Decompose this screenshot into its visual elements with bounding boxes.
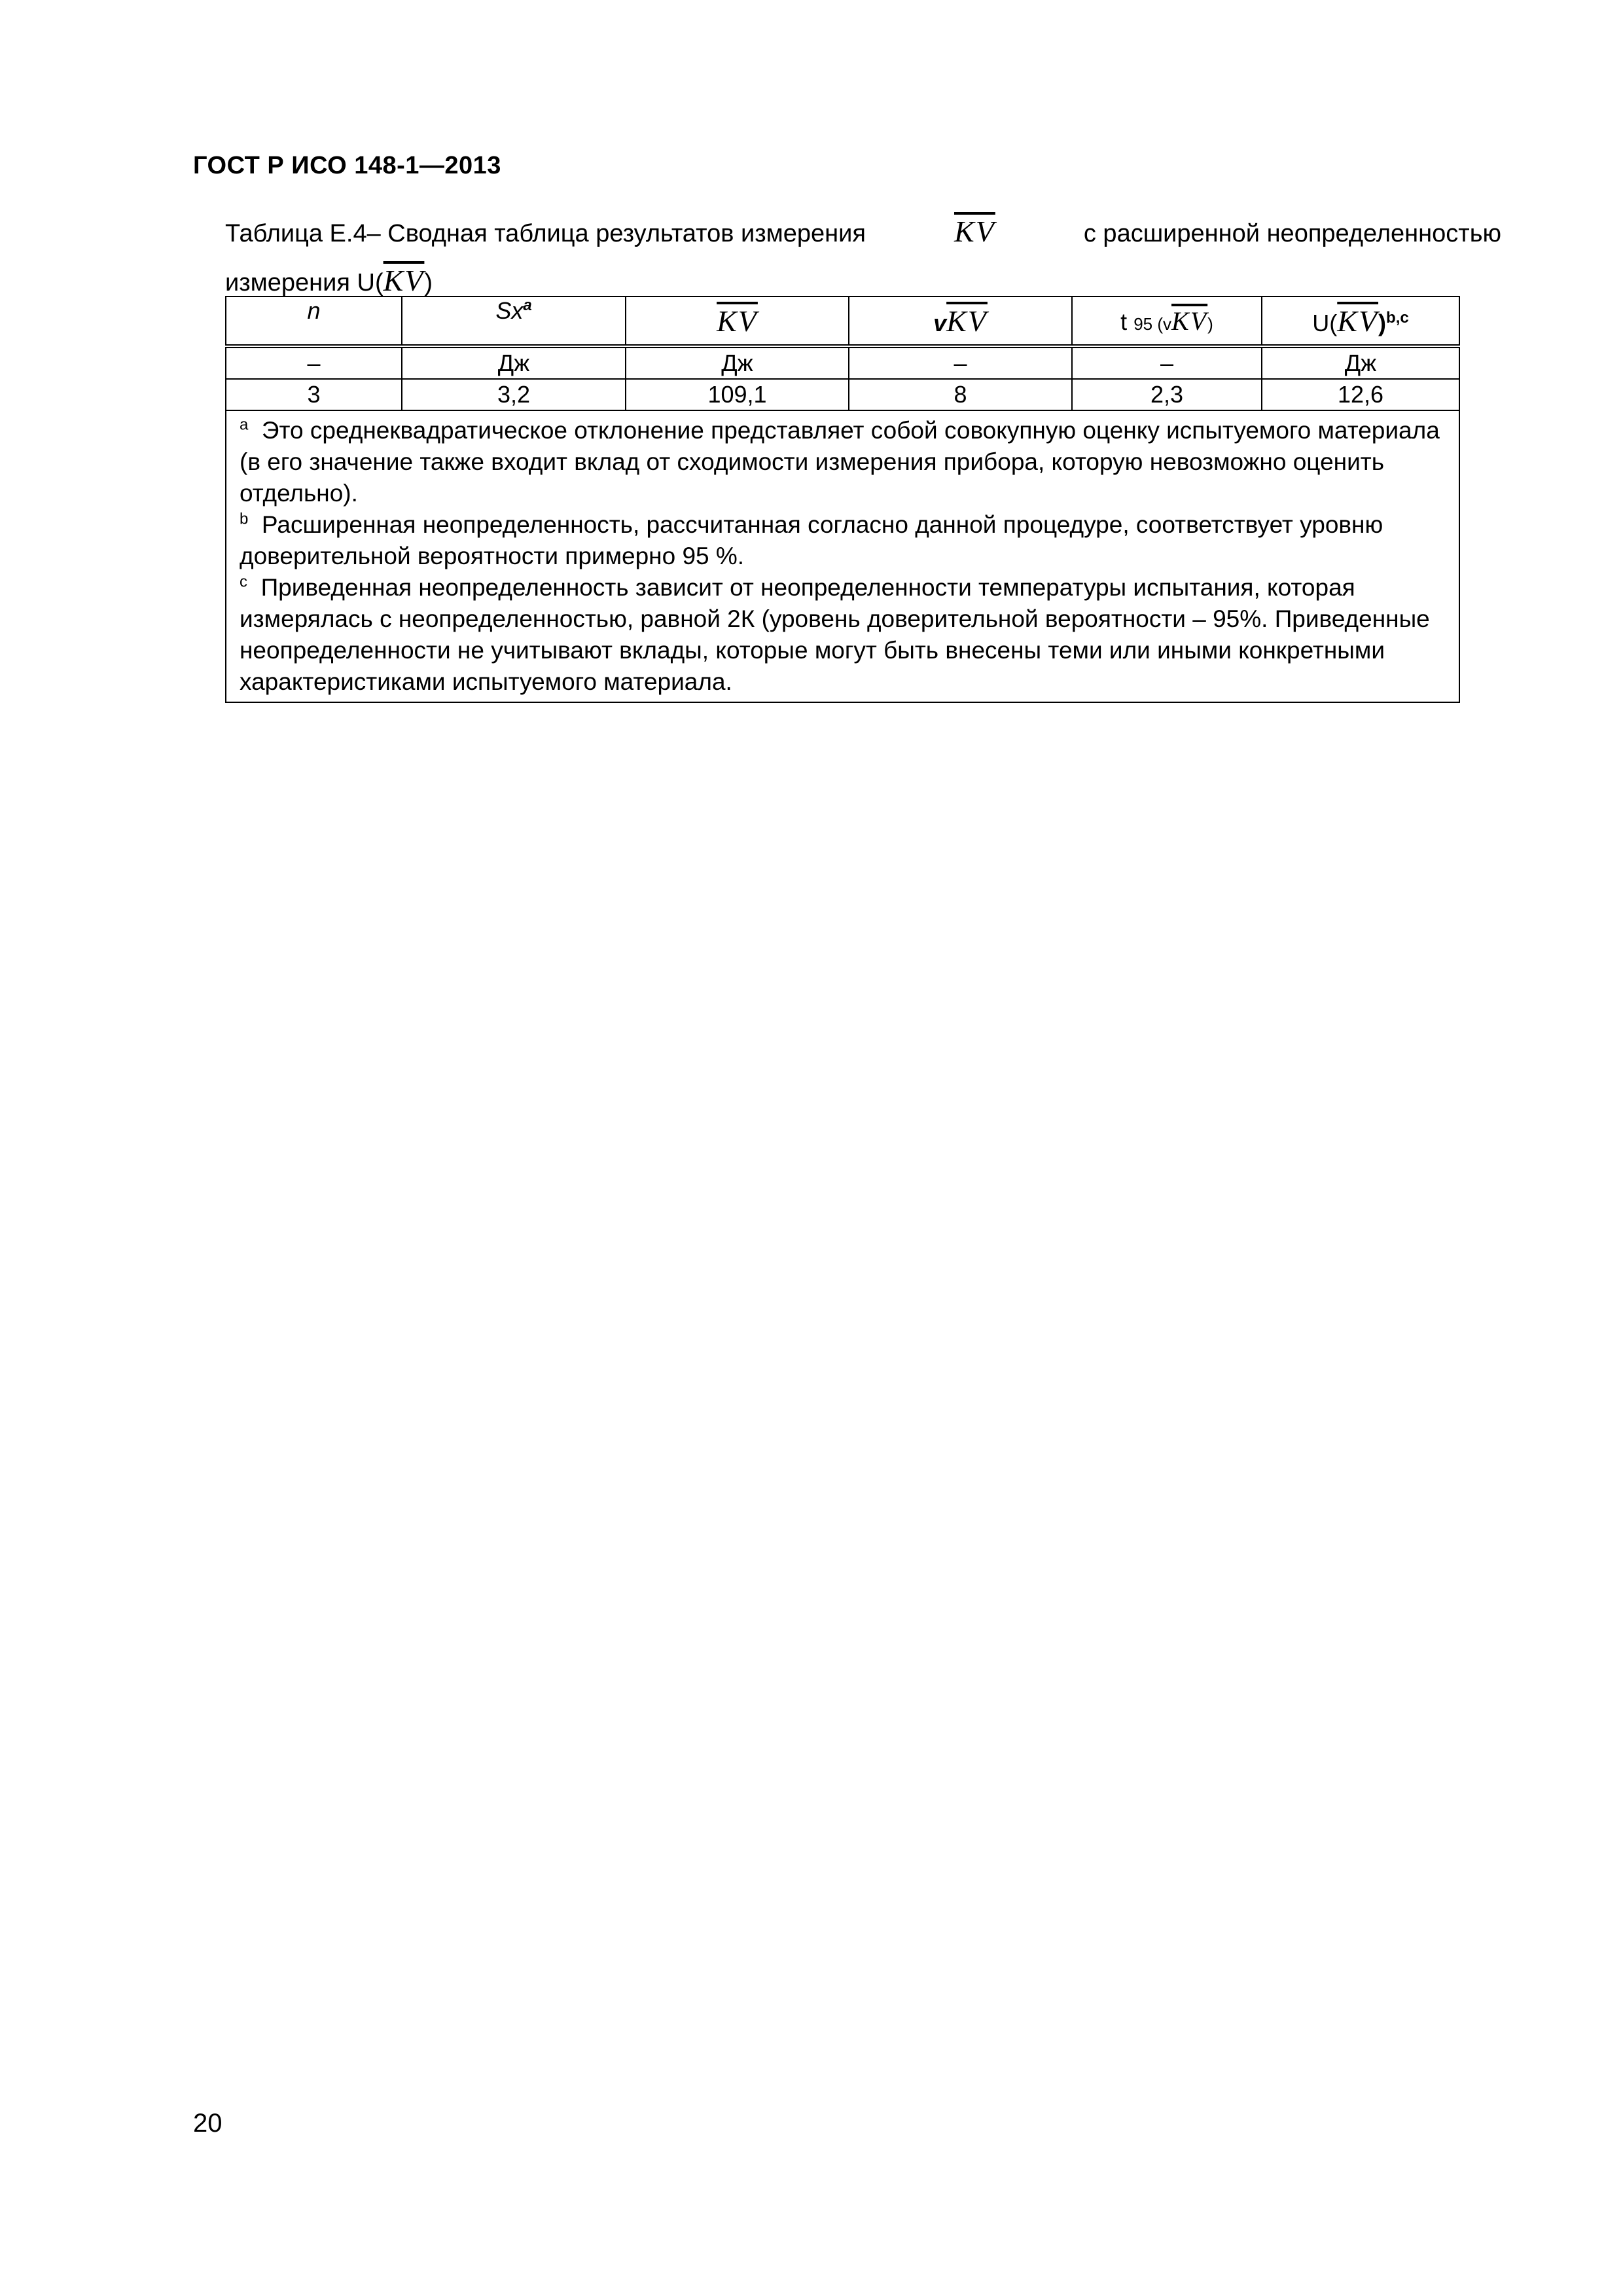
page-number: 20 (193, 2109, 223, 2138)
footnote-c (240, 572, 1446, 698)
header-sx: Sx$^a$ (402, 296, 626, 346)
caption-line2-prefix: измерения U( (225, 269, 383, 296)
value-cell: 109,1 (626, 379, 849, 410)
results-table (225, 296, 1460, 703)
unit-cell: – (1072, 346, 1262, 379)
kv-symbol: $\overline{KV}$ (954, 215, 995, 248)
footnote-a (240, 415, 1446, 509)
footnote-text: Это среднеквадратическое отклонение представляет собой совокупную оценку испытуемого материала (в его значение также входит вклад от сходимости измерения прибора, которую невозможно оценить отдельно). (240, 417, 1440, 507)
header-kv: $\overline{KV}$ (626, 296, 849, 346)
footnote-text: Расширенная неопределенность, рассчитанная согласно данной процедуре, соответствует уровню доверительной вероятности примерно 95 %. (240, 511, 1383, 569)
table-values-row (226, 379, 1459, 410)
table-footnotes-row (226, 410, 1459, 702)
caption-line2-suffix: ) (424, 269, 433, 296)
footnotes-cell (226, 410, 1459, 702)
footnote-mark: c (240, 573, 247, 591)
header-t95: t 95 $(v\overline{KV})$ (1072, 296, 1262, 346)
table-units-row (226, 346, 1459, 379)
kv-symbol: $\overline{KV}$ (383, 264, 425, 297)
unit-cell: Дж (402, 346, 626, 379)
caption-line-1 (225, 208, 1501, 257)
unit-cell: Дж (1262, 346, 1459, 379)
value-cell: 3 (226, 379, 402, 410)
footnote-text: Приведенная неопределенность зависит от неопределенности температуры испытания, которая измерялась с неопределенностью, равной 2К (уровень доверительной вероятности – 95%. Приведенные неопределенности не учитывают вклады, которые могут быть внесены теми или иными конкретными характеристиками испытуемого материала. (240, 574, 1430, 695)
unit-cell: – (849, 346, 1072, 379)
header-v-kv: $v\overline{KV}$ (849, 296, 1072, 346)
value-cell: 3,2 (402, 379, 626, 410)
header-n: n (226, 296, 402, 346)
caption-text-left: Таблица Е.4– Сводная таблица результатов измерения (225, 220, 866, 247)
unit-cell: Дж (626, 346, 849, 379)
unit-cell: – (226, 346, 402, 379)
value-cell: 8 (849, 379, 1072, 410)
table-caption (225, 208, 1501, 306)
caption-text-right: с расширенной неопределенностью (1083, 220, 1501, 247)
footnote-mark: b (240, 510, 249, 528)
value-cell: 12,6 (1262, 379, 1459, 410)
table-header-row (226, 296, 1459, 346)
footnote-b (240, 509, 1446, 572)
footnote-mark: a (240, 416, 249, 434)
document-standard-header: ГОСТ Р ИСО 148-1—2013 (193, 152, 501, 179)
header-u-kv: $U(\overline{KV})^{b,c}$ (1262, 296, 1459, 346)
value-cell: 2,3 (1072, 379, 1262, 410)
